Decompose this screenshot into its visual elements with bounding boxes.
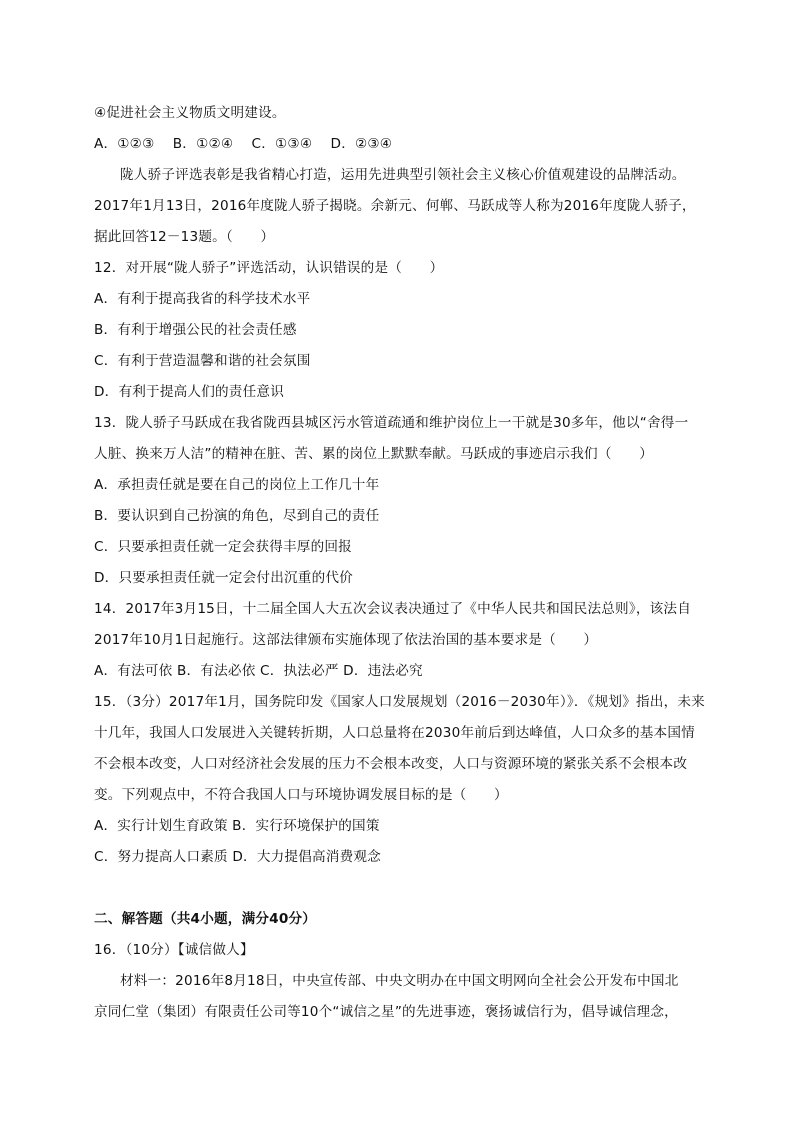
question-12: 12．对开展“陇人骄子”评选活动，认识错误的是（ ） [94,260,444,276]
option-b: B．有利于增强公民的社会责任感 [94,322,297,338]
option-line: ④促进社会主义物质文明建设。 [94,105,286,121]
question-15-cont: 十几年，我国人口发展进入关键转折期，人口总量将在2030年前后到达峰值，人口众多的基本国情 [94,725,695,741]
option-c: C．有利于营造温馨和谐的社会氛围 [94,353,311,369]
question-16: 16．（10分）【诚信做人】 [94,942,254,958]
question-13-cont: 人脏、换来万人洁”的精神在脏、苦、累的岗位上默默奉献。马跃成的事迹启示我们（ ） [94,446,653,462]
option-c: C．只要承担责任就一定会获得丰厚的回报 [94,539,352,555]
answer-choices: C．努力提高人口素质 D．大力提倡高消费观念 [94,849,381,865]
material-line: 材料一：2016年8月18日，中央宣传部、中央文明办在中国文明网向全社会公开发布中国北 [120,973,679,989]
passage-line: 陇人骄子评选表彰是我省精心打造，运用先进典型引领社会主义核心价值观建设的品牌活动。 [120,167,686,183]
option-b: B．要认识到自己扮演的角色，尽到自己的责任 [94,508,380,524]
option-d: D．只要承担责任就一定会付出沉重的代价 [94,570,353,586]
option-a: A．有利于提高我省的科学技术水平 [94,291,311,307]
answer-choices: A．实行计划生育政策 B．实行环境保护的国策 [94,818,380,834]
answer-choices: A．有法可依 B．有法必依 C．执法必严 D．违法必究 [94,663,423,679]
section-heading: 二、解答题（共4小题，满分40分） [94,911,317,927]
question-15: 15．（3分）2017年1月，国务院印发《国家人口发展规划（2016－2030年）》．《规划》指出，未来 [94,694,705,710]
option-d: D．有利于提高人们的责任意识 [94,384,284,400]
question-13: 13．陇人骄子马跃成在我省陇西县城区污水管道疏通和维护岗位上一干就是30多年，他以“舍得一 [94,415,689,431]
passage-line: 2017年1月13日，2016年度陇人骄子揭晓。余新元、何郸、马跃成等人称为2016年度陇人骄子， [94,198,696,214]
question-15-cont: 变。下列观点中，不符合我国人口与环境协调发展目标的是（ ） [94,787,508,803]
passage-line: 据此回答12－13题。（ ） [94,229,275,245]
question-15-cont: 不会根本改变，人口对经济社会发展的压力不会根本改变，人口与资源环境的紧张关系不会根本改 [94,756,688,772]
option-a: A．承担责任就是要在自己的岗位上工作几十年 [94,477,380,493]
question-14: 14．2017年3月15日，十二届全国人大五次会议表决通过了《中华人民共和国民法总则》，该法自 [94,601,691,617]
material-line: 京同仁堂（集团）有限责任公司等10个“诚信之星”的先进事迹，褒扬诚信行为，倡导诚信理念， [94,1004,678,1020]
question-14-cont: 2017年10月1日起施行。这部法律颁布实施体现了依法治国的基本要求是（ ） [94,632,598,648]
answer-choices: A．①②③ B．①②④ C．①③④ D．②③④ [94,136,393,152]
